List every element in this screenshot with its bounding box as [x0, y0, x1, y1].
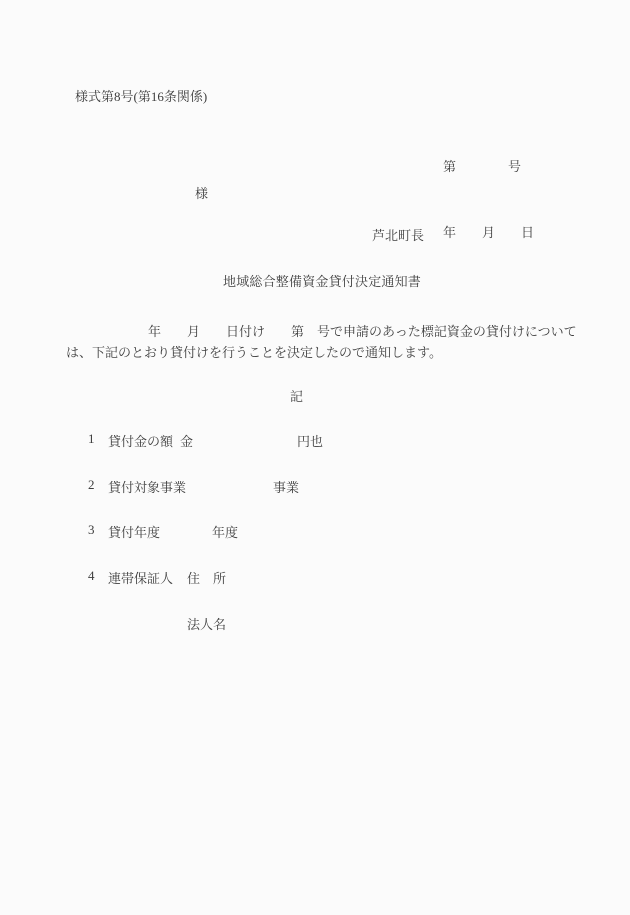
sender-title: 芦北町長	[372, 228, 425, 243]
list-item-loan-fiscal-year	[0, 522, 630, 540]
item-label: 貸付年度	[108, 525, 161, 540]
list-item-loan-amount	[0, 431, 630, 449]
item-label: 貸付金の額	[108, 434, 174, 449]
list-item-joint-guarantor	[0, 568, 630, 586]
item-value: 金 円也	[180, 434, 324, 449]
list-item-loan-target-project	[0, 477, 630, 495]
item-value: 住 所	[187, 571, 227, 586]
document-title: 地域総合整備資金貸付決定通知書	[223, 274, 422, 289]
record-marker: 記	[290, 389, 304, 404]
item-value: 事業	[273, 480, 300, 495]
item-number: 3	[88, 522, 95, 537]
body-paragraph-line-2: は、下記のとおり貸付けを行うことを決定したので通知します。	[66, 345, 442, 360]
form-number: 様式第8号(第16条関係)	[75, 89, 208, 104]
addressee-honorific: 様	[195, 186, 209, 201]
item-value: 年度	[212, 525, 239, 540]
body-paragraph-line-1: 年 月 日付け 第 号で申請のあった標記資金の貸付けについて	[148, 324, 577, 339]
item-label: 連帯保証人	[108, 571, 174, 586]
document-date-line: 年 月 日	[443, 225, 535, 240]
item-label: 貸付対象事業	[108, 480, 187, 495]
document-number-block	[443, 112, 534, 288]
document-number-line: 第 号	[443, 159, 522, 174]
item-number: 2	[88, 477, 95, 492]
item-sub-value: 法人名	[187, 617, 227, 632]
list-item-corporate-name	[0, 614, 630, 632]
item-number: 4	[88, 568, 95, 583]
item-number: 1	[88, 431, 95, 446]
